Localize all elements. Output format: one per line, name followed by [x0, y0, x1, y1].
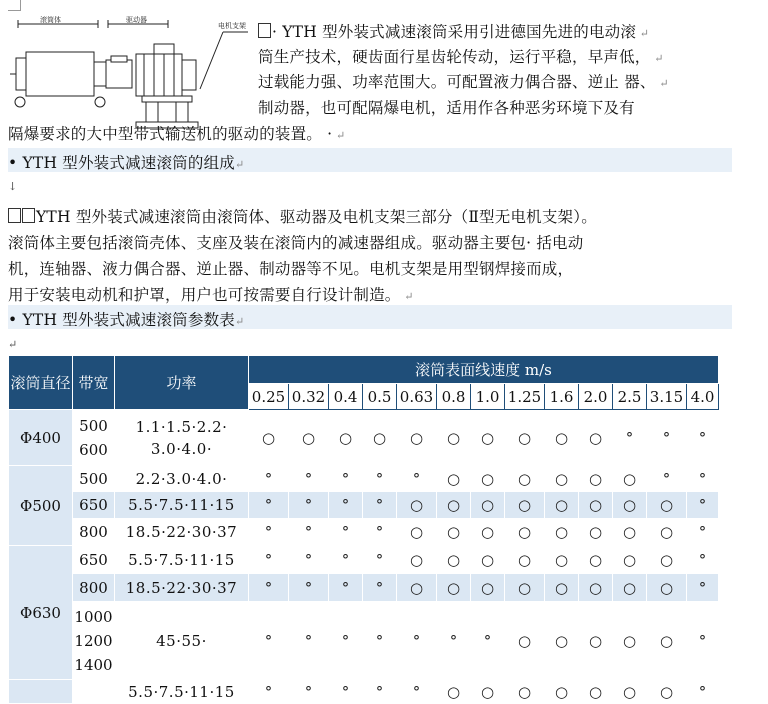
available-dot-mark: ° — [329, 519, 363, 546]
available-circle-mark: ○ — [579, 680, 613, 704]
power-cell: 5.5·7.5·11·15 — [115, 680, 249, 704]
body-line-2: 滚筒体主要包括滚筒壳体、支座及装在滚筒内的减速器组成。驱动器主要包· 括电动 — [8, 234, 584, 252]
speed-header-6: 1.0 — [471, 384, 505, 410]
empty-paragraph-mark: ↓ — [8, 180, 18, 193]
available-circle-mark: ○ — [545, 466, 579, 492]
available-circle-mark: ○ — [647, 574, 687, 602]
available-circle-mark: ○ — [437, 519, 471, 546]
available-circle-mark: ○ — [505, 574, 545, 602]
available-dot-mark: ° — [363, 546, 397, 574]
speed-header-5: 0.8 — [437, 384, 471, 410]
available-circle-mark: ○ — [545, 410, 579, 466]
available-circle-mark: ○ — [545, 680, 579, 704]
table-row — [9, 466, 719, 492]
available-dot-mark: ° — [289, 574, 329, 602]
belt-cell: 800 — [73, 519, 115, 546]
parameter-table — [8, 355, 719, 704]
svg-text:滚筒体: 滚筒体 — [40, 16, 61, 24]
available-dot-mark: ° — [613, 410, 647, 466]
table-row — [9, 680, 719, 704]
power-cell: 5.5·7.5·11·15 — [115, 492, 249, 519]
available-dot-mark: ° — [687, 546, 719, 574]
table-row — [9, 492, 719, 519]
speed-header-3: 0.5 — [363, 384, 397, 410]
body-line-1: YTH 型外装式减速滚筒由滚筒体、驱动器及电机支架三部分（Ⅱ型无电机支架）。 — [8, 205, 597, 227]
speed-header-8: 1.6 — [545, 384, 579, 410]
intro-line-5: 隔爆要求的大中型带式输送机的驱动的装置。 · ↵ — [8, 125, 346, 143]
header-diameter: 滚筒直径 — [9, 356, 73, 410]
table-row — [9, 519, 719, 546]
available-dot-mark: ° — [437, 602, 471, 680]
page-corner-mark — [8, 0, 21, 11]
table-row — [9, 546, 719, 574]
power-cell: 2.2·3.0·4.0· — [115, 466, 249, 492]
available-circle-mark: ○ — [397, 546, 437, 574]
available-dot-mark: ° — [397, 602, 437, 680]
checkbox-icon — [258, 23, 271, 38]
diameter-cell: Φ400 — [9, 410, 73, 466]
diameter-cell: Φ500 — [9, 466, 73, 546]
available-circle-mark: ○ — [613, 574, 647, 602]
checkbox-icon — [22, 208, 35, 223]
available-dot-mark: ° — [249, 680, 289, 704]
body-line-4: 用于安装电动机和护罩，用户也可按需要自行设计制造。 ↵ — [8, 286, 414, 304]
available-dot-mark: ° — [289, 602, 329, 680]
available-dot-mark: ° — [289, 519, 329, 546]
available-dot-mark: ° — [249, 574, 289, 602]
available-circle-mark: ○ — [505, 602, 545, 680]
available-dot-mark: ° — [249, 602, 289, 680]
available-dot-mark: ° — [647, 410, 687, 466]
available-circle-mark: ○ — [329, 410, 363, 466]
power-cell: 45·55· — [115, 602, 249, 680]
available-dot-mark: ° — [687, 602, 719, 680]
available-dot-mark: ° — [249, 519, 289, 546]
available-dot-mark: ° — [363, 519, 397, 546]
available-circle-mark: ○ — [505, 466, 545, 492]
available-dot-mark: ° — [397, 466, 437, 492]
speed-header-7: 1.25 — [505, 384, 545, 410]
available-circle-mark: ○ — [505, 680, 545, 704]
available-circle-mark: ○ — [545, 602, 579, 680]
power-cell: 5.5·7.5·11·15 — [115, 546, 249, 574]
power-cell: 1.1·1.5·2.2· 3.0·4.0· — [115, 410, 249, 466]
available-circle-mark: ○ — [471, 574, 505, 602]
available-circle-mark: ○ — [505, 410, 545, 466]
available-circle-mark: ○ — [471, 680, 505, 704]
available-circle-mark: ○ — [613, 602, 647, 680]
header-belt: 带宽 — [73, 356, 115, 410]
available-dot-mark: ° — [471, 602, 505, 680]
available-circle-mark: ○ — [647, 602, 687, 680]
available-circle-mark: ○ — [363, 410, 397, 466]
intro-line-2: 筒生产技术，硬齿面行星齿轮传动，运行平稳，早声低， ↵ — [258, 48, 664, 66]
available-circle-mark: ○ — [579, 574, 613, 602]
available-dot-mark: ° — [249, 492, 289, 519]
available-circle-mark: ○ — [437, 466, 471, 492]
available-circle-mark: ○ — [647, 680, 687, 704]
belt-cell: 1000 1200 1400 — [73, 602, 115, 680]
available-circle-mark: ○ — [397, 410, 437, 466]
available-dot-mark: ° — [329, 602, 363, 680]
diameter-cell: Φ630 — [9, 546, 73, 680]
available-circle-mark: ○ — [471, 492, 505, 519]
available-circle-mark: ○ — [437, 410, 471, 466]
belt-cell: 500 — [73, 466, 115, 492]
available-dot-mark: ° — [363, 602, 397, 680]
available-dot-mark: ° — [647, 466, 687, 492]
available-circle-mark: ○ — [505, 546, 545, 574]
checkbox-icon — [8, 208, 21, 223]
belt-cell: 650 — [73, 546, 115, 574]
available-circle-mark: ○ — [437, 680, 471, 704]
available-circle-mark: ○ — [397, 492, 437, 519]
available-circle-mark: ○ — [471, 546, 505, 574]
available-circle-mark: ○ — [471, 466, 505, 492]
available-circle-mark: ○ — [579, 466, 613, 492]
available-dot-mark: ° — [363, 680, 397, 704]
available-circle-mark: ○ — [579, 546, 613, 574]
available-dot-mark: ° — [329, 546, 363, 574]
available-circle-mark: ○ — [545, 519, 579, 546]
available-dot-mark: ° — [249, 546, 289, 574]
available-dot-mark: ° — [289, 466, 329, 492]
belt-cell: 500 600 — [73, 410, 115, 466]
available-dot-mark: ° — [329, 574, 363, 602]
available-circle-mark: ○ — [397, 574, 437, 602]
available-circle-mark: ○ — [437, 492, 471, 519]
belt-cell: 800 — [73, 574, 115, 602]
available-dot-mark: ° — [289, 546, 329, 574]
svg-text:电机支架: 电机支架 — [218, 22, 246, 30]
available-circle-mark: ○ — [545, 492, 579, 519]
intro-line-4: 制动器，也可配隔爆电机，适用作各种恶劣环境下及有 — [258, 99, 635, 117]
available-circle-mark: ○ — [613, 466, 647, 492]
speed-header-1: 0.32 — [289, 384, 329, 410]
available-dot-mark: ° — [363, 466, 397, 492]
speed-header-10: 2.5 — [613, 384, 647, 410]
available-dot-mark: ° — [687, 574, 719, 602]
belt-cell: 650 — [73, 492, 115, 519]
intro-line-1: · YTH 型外装式减速滚筒采用引进德国先进的电动滚 ↵ — [258, 20, 649, 42]
available-circle-mark: ○ — [613, 492, 647, 519]
speed-header-0: 0.25 — [249, 384, 289, 410]
available-circle-mark: ○ — [613, 546, 647, 574]
available-circle-mark: ○ — [289, 410, 329, 466]
speed-header-11: 3.15 — [647, 384, 687, 410]
diameter-cell — [9, 680, 73, 704]
table-row — [9, 574, 719, 602]
available-circle-mark: ○ — [437, 574, 471, 602]
speed-header-4: 0.63 — [397, 384, 437, 410]
roller-diagram — [8, 14, 258, 132]
available-dot-mark: ° — [329, 492, 363, 519]
available-circle-mark: ○ — [647, 492, 687, 519]
table-row — [9, 602, 719, 680]
available-circle-mark: ○ — [505, 492, 545, 519]
available-circle-mark: ○ — [579, 410, 613, 466]
available-dot-mark: ° — [249, 466, 289, 492]
available-dot-mark: ° — [397, 680, 437, 704]
available-circle-mark: ○ — [397, 519, 437, 546]
speed-header-2: 0.4 — [329, 384, 363, 410]
available-dot-mark: ° — [363, 574, 397, 602]
available-circle-mark: ○ — [249, 410, 289, 466]
available-circle-mark: ○ — [647, 519, 687, 546]
section2-title: • YTH 型外装式减速滚筒参数表↵ — [8, 311, 245, 329]
available-dot-mark: ° — [329, 466, 363, 492]
empty-paragraph-mark: ↵ — [8, 338, 18, 351]
available-dot-mark: ° — [687, 519, 719, 546]
available-dot-mark: ° — [289, 492, 329, 519]
available-dot-mark: ° — [329, 680, 363, 704]
power-cell: 18.5·22·30·37 — [115, 574, 249, 602]
power-cell: 18.5·22·30·37 — [115, 519, 249, 546]
available-circle-mark: ○ — [437, 546, 471, 574]
section1-title: • YTH 型外装式减速滚筒的组成↵ — [8, 154, 245, 172]
table-row — [9, 410, 719, 466]
available-dot-mark: ° — [363, 492, 397, 519]
available-circle-mark: ○ — [545, 574, 579, 602]
available-circle-mark: ○ — [545, 546, 579, 574]
available-dot-mark: ° — [289, 680, 329, 704]
available-dot-mark: ° — [687, 466, 719, 492]
belt-cell — [73, 680, 115, 704]
available-circle-mark: ○ — [579, 519, 613, 546]
available-circle-mark: ○ — [471, 410, 505, 466]
available-dot-mark: ° — [687, 680, 719, 704]
header-power: 功率 — [115, 356, 249, 410]
svg-text:驱动器: 驱动器 — [126, 16, 147, 24]
speed-header-9: 2.0 — [579, 384, 613, 410]
available-circle-mark: ○ — [579, 602, 613, 680]
available-circle-mark: ○ — [647, 546, 687, 574]
available-dot-mark: ° — [687, 410, 719, 466]
available-circle-mark: ○ — [579, 492, 613, 519]
speed-header-12: 4.0 — [687, 384, 719, 410]
available-circle-mark: ○ — [613, 680, 647, 704]
intro-line-3: 过载能力强、功率范围大。可配置液力偶合器、逆止 器、 ↵ — [258, 73, 669, 91]
available-dot-mark: ° — [687, 492, 719, 519]
available-circle-mark: ○ — [505, 519, 545, 546]
body-line-3: 机，连轴器、液力偶合器、逆止器、制动器等不见。电机支架是用型钢焊接而成， — [8, 260, 574, 278]
header-speed: 滚筒表面线速度 m/s — [249, 356, 719, 384]
available-circle-mark: ○ — [613, 519, 647, 546]
available-circle-mark: ○ — [471, 519, 505, 546]
